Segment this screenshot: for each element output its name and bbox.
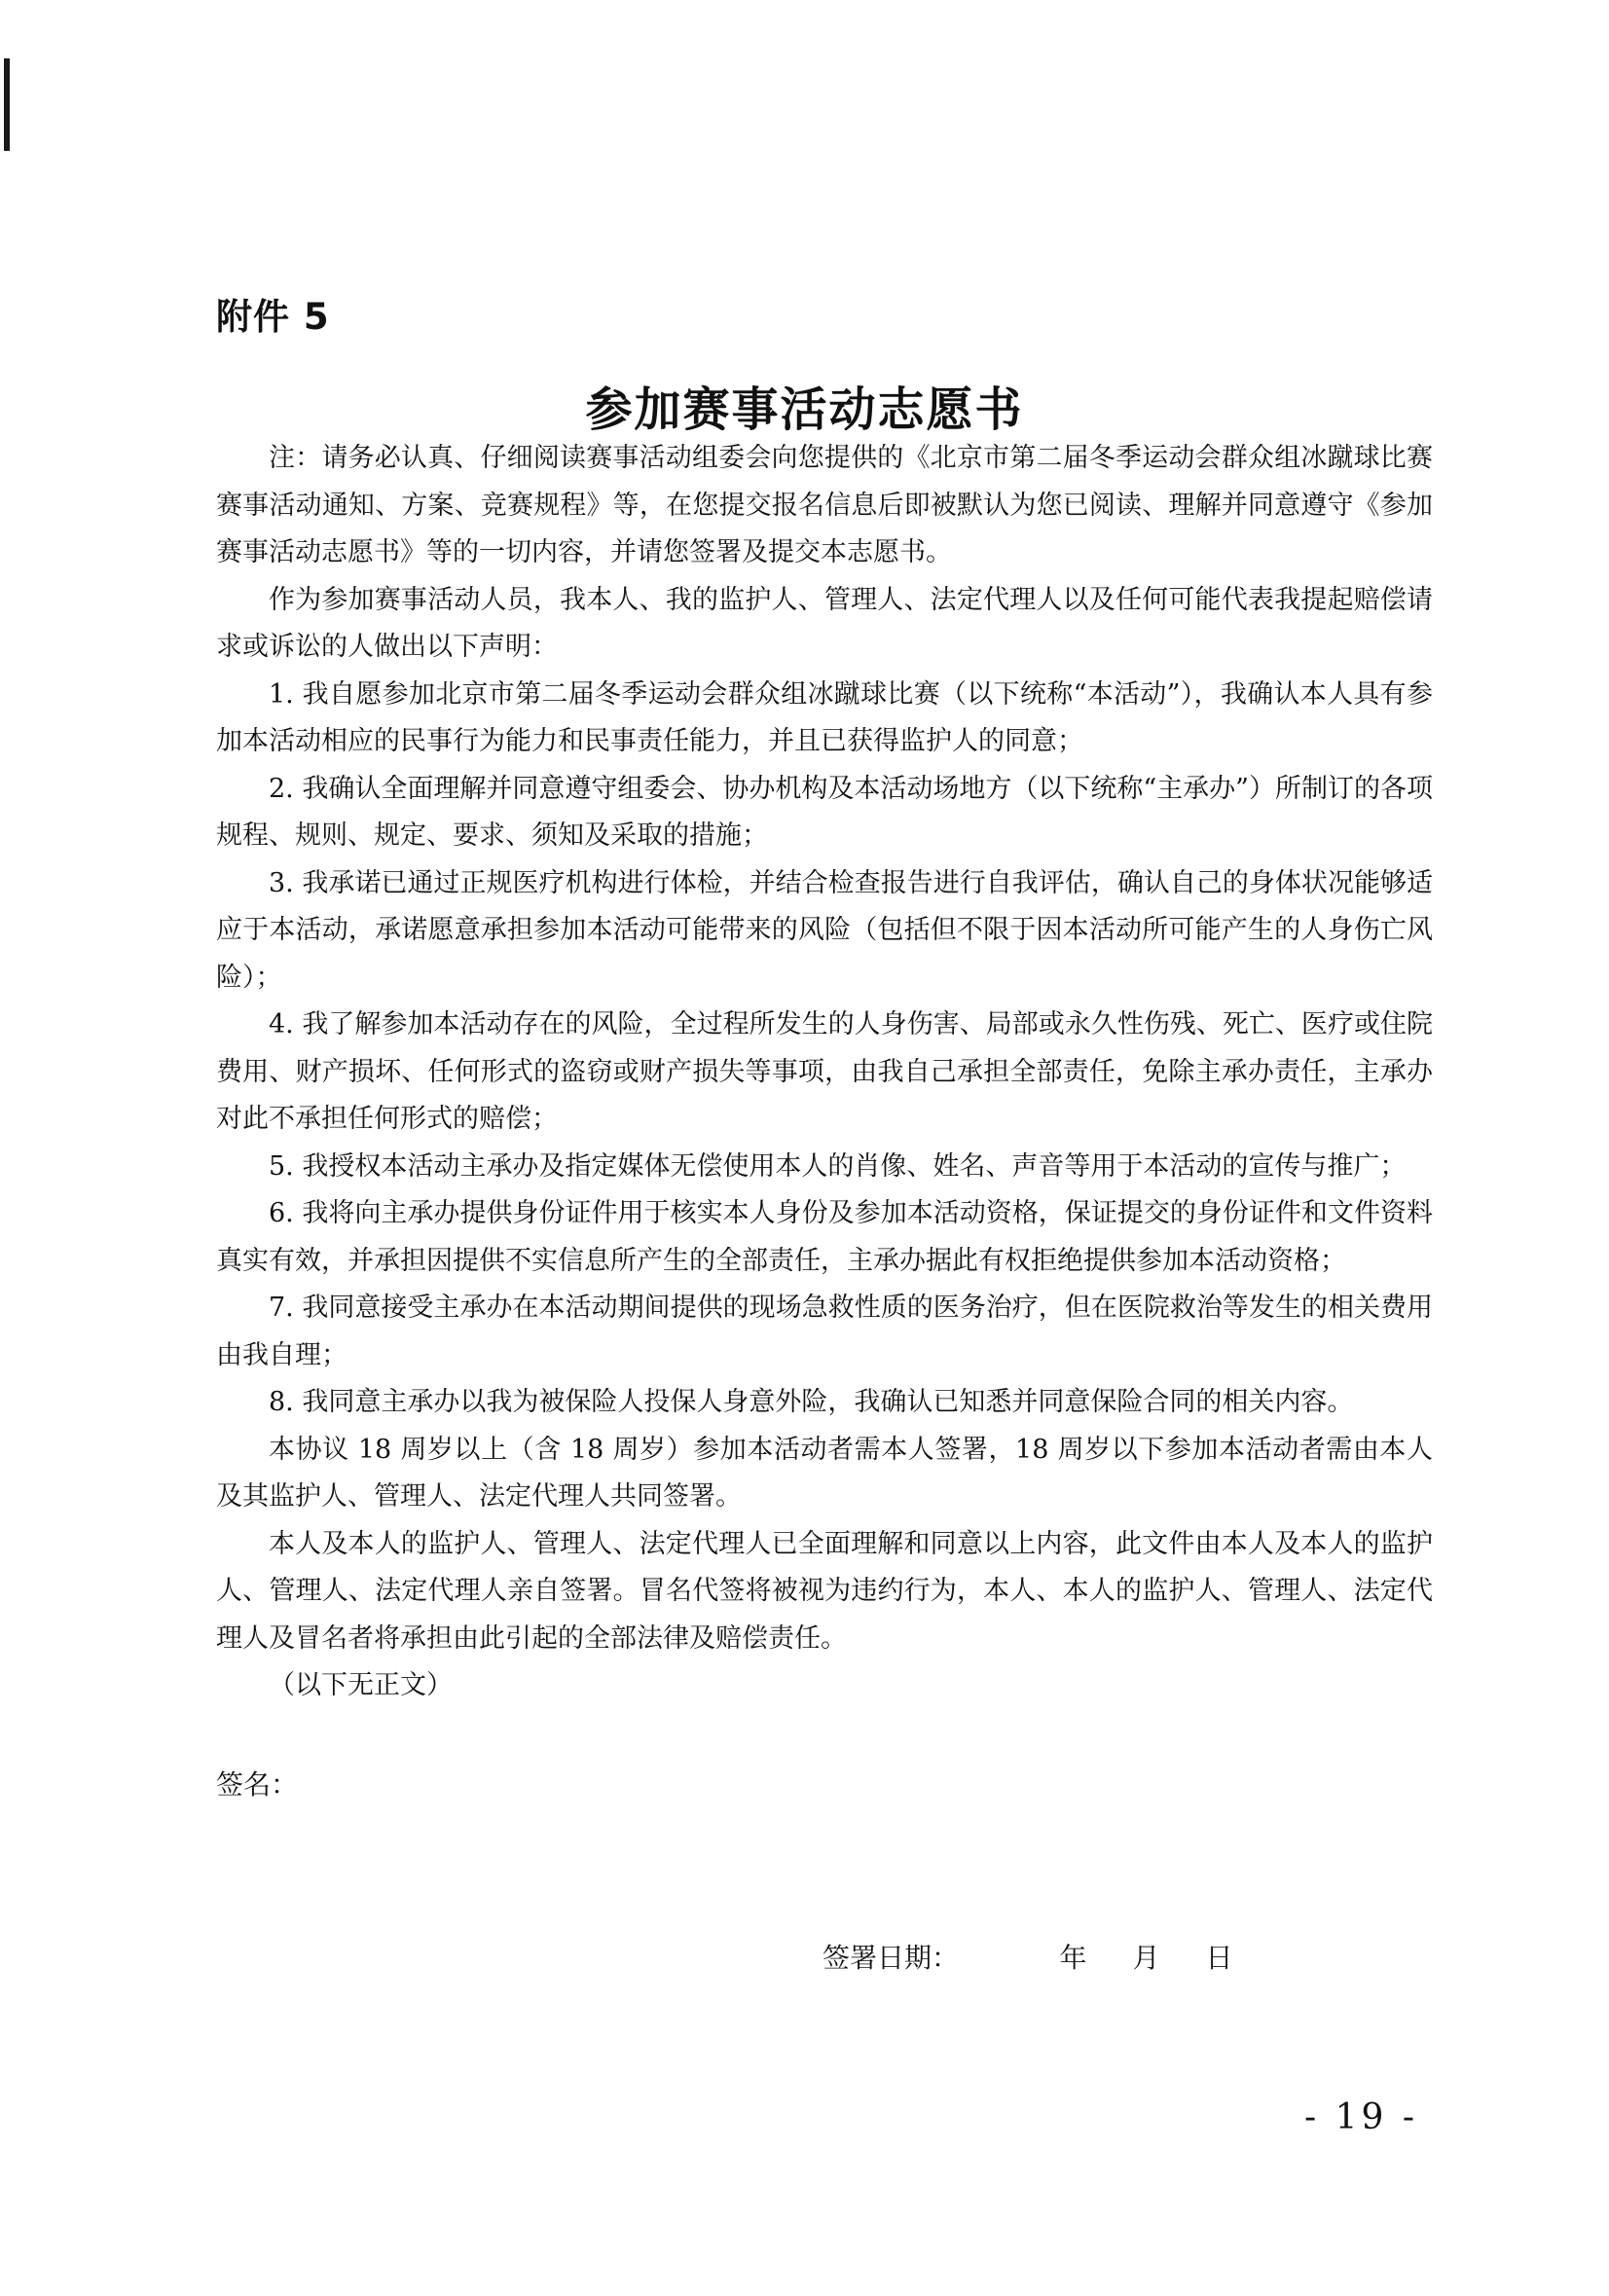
- paragraph-notice: 注：请务必认真、仔细阅读赛事活动组委会向您提供的《北京市第二届冬季运动会群众组冰蹴球比赛赛事活动通知、方案、竞赛规程》等，在您提交报名信息后即被默认为您已阅读、理解并同意遵守《参加赛事活动志愿书》等的一切内容，并请您签署及提交本志愿书。: [216, 443, 1433, 567]
- scan-edge-mark: [4, 58, 10, 151]
- document-body: [216, 435, 1433, 1710]
- paragraph-age-requirement: 本协议 18 周岁以上（含 18 周岁）参加本活动者需本人签署，18 周岁以下参加本活动者需由本人及其监护人、管理人、法定代理人共同签署。: [216, 1434, 1433, 1512]
- document-title: 参加赛事活动志愿书: [585, 383, 1024, 437]
- month-label: 月: [1132, 1942, 1160, 1974]
- paragraph-declaration-intro: 作为参加赛事活动人员，我本人、我的监护人、管理人、法定代理人以及任何可能代表我提起赔偿请求或诉讼的人做出以下声明：: [216, 584, 1433, 662]
- paragraph-end-of-text: （以下无正文）: [269, 1670, 453, 1700]
- sign-date-label: 签署日期：: [823, 1942, 960, 1974]
- page-number: - 19 -: [1304, 2097, 1419, 2137]
- clause-8: 8. 我同意主承办以我为被保险人投保人身意外险，我确认已知悉并同意保险合同的相关内容。: [269, 1387, 1354, 1417]
- clause-4: 4. 我了解参加本活动存在的风险，全过程所发生的人身伤害、局部或永久性伤残、死亡、医疗或住院费用、财产损坏、任何形式的盗窃或财产损失等事项，由我自己承担全部责任，免除主承办责任，主承办对此不承担任何形式的赔偿；: [216, 1009, 1433, 1134]
- clause-2: 2. 我确认全面理解并同意遵守组委会、协办机构及本活动场地方（以下统称“主承办”）所制订的各项规程、规则、规定、要求、须知及采取的措施；: [216, 773, 1433, 851]
- clause-7: 7. 我同意接受主承办在本活动期间提供的现场急救性质的医务治疗，但在医院救治等发生的相关费用由我自理；: [216, 1293, 1433, 1370]
- paragraph-signing-statement: 本人及本人的监护人、管理人、法定代理人已全面理解和同意以上内容，此文件由本人及本人的监护人、管理人、法定代理人亲自签署。冒名代签将被视为违约行为，本人、本人的监护人、管理人、法定代理人及冒名者将承担由此引起的全部法律及赔偿责任。: [216, 1528, 1433, 1654]
- year-label: 年: [1059, 1942, 1087, 1974]
- attachment-label: 附件 5: [216, 296, 330, 338]
- day-label: 日: [1205, 1942, 1233, 1974]
- signature-label: 签名：: [216, 1768, 299, 1801]
- clause-1: 1. 我自愿参加北京市第二届冬季运动会群众组冰蹴球比赛（以下统称“本活动”），我确认本人具有参加本活动相应的民事行为能力和民事责任能力，并且已获得监护人的同意；: [216, 678, 1433, 756]
- clause-5: 5. 我授权本活动主承办及指定媒体无偿使用本人的肖像、姓名、声音等用于本活动的宣传与推广；: [269, 1150, 1407, 1182]
- clause-3: 3. 我承诺已通过正规医疗机构进行体检，并结合检查报告进行自我评估，确认自己的身体状况能够适应于本活动，承诺愿意承担参加本活动可能带来的风险（包括但不限于因本活动所可能产生的人身伤亡风险）；: [216, 867, 1433, 993]
- sign-date-line: [823, 1937, 1256, 1976]
- clause-6: 6. 我将向主承办提供身份证件用于核实本人身份及参加本活动资格，保证提交的身份证件和文件资料真实有效，并承担因提供不实信息所产生的全部责任，主承办据此有权拒绝提供参加本活动资格；: [216, 1198, 1433, 1276]
